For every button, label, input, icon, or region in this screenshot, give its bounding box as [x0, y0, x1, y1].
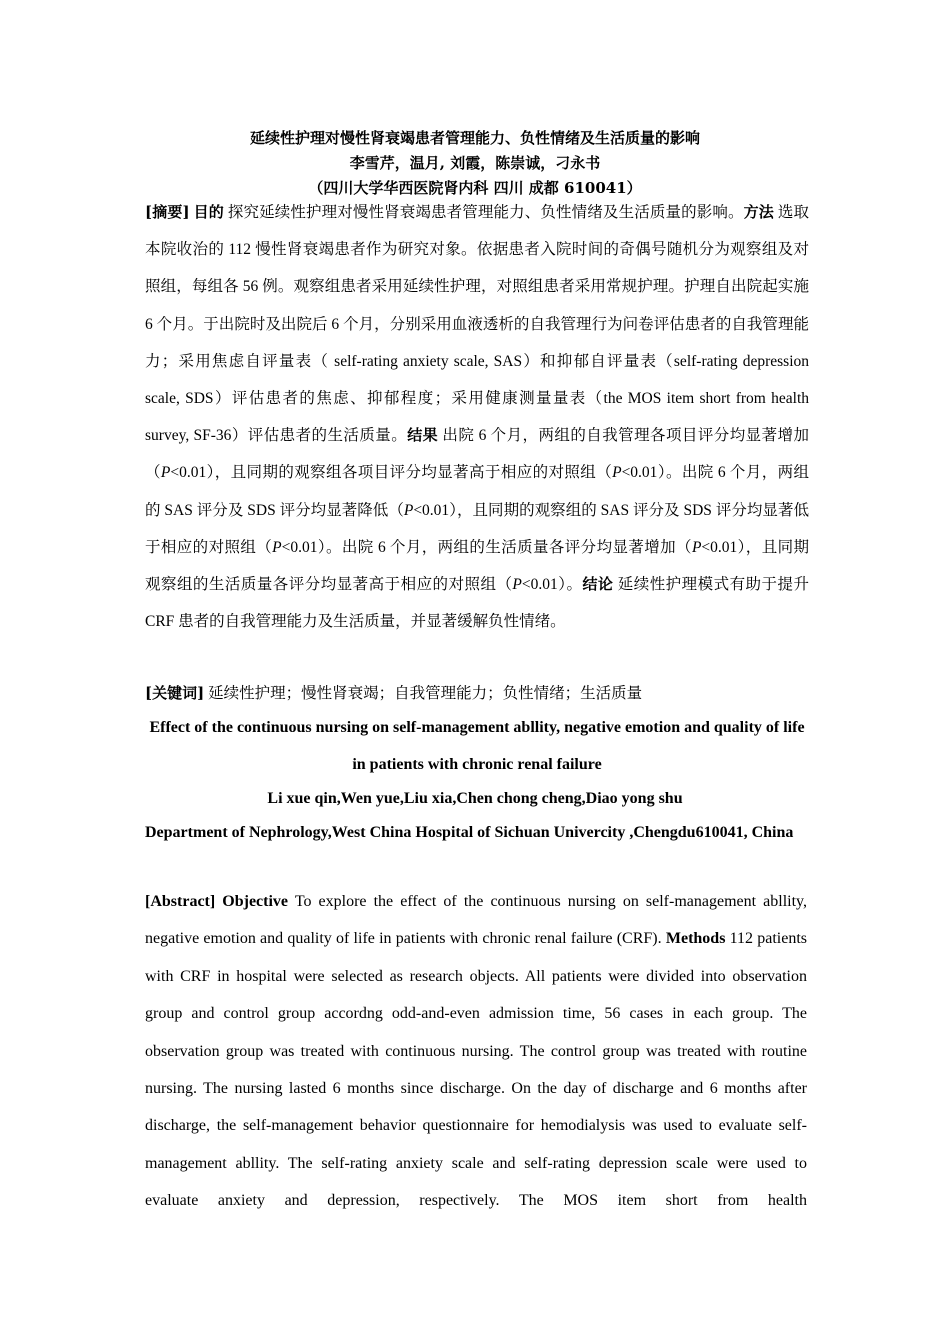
p-symbol: P — [612, 464, 622, 482]
p-symbol: P — [691, 538, 702, 556]
en-title: Effect of the continuous nursing on self-management abllity, negative emotion and quality of life in patients with chronic renal failure — [149, 719, 805, 773]
en-methods-label: Methods — [665, 930, 726, 948]
cn-authors: 李雪芹，温月, 刘霞，陈崇诚，刁永书 — [349, 154, 601, 172]
cn-results-2: <0.01），且同期的观察组各项目评分均显著高于相应的对照组（ — [170, 464, 613, 482]
cn-abstract-label: [摘要] — [145, 203, 190, 221]
p-symbol: P — [512, 576, 522, 594]
cn-objective: 探究延续性护理对慢性肾衰竭患者管理能力、负性情绪及生活质量的影响。 — [227, 204, 744, 221]
cn-conclusion-label: 结论 — [582, 575, 614, 594]
cn-results-label: 结果 — [407, 426, 439, 445]
p-symbol: P — [272, 538, 282, 556]
cn-results-3: <0.01）。出院 6 个月，两组的 SAS 评分及 SDS 评分均显著降低（ — [145, 464, 809, 519]
cn-objective-label: 目的 — [193, 203, 224, 221]
cn-keywords — [145, 681, 642, 706]
en-methods: 112 patients with CRF in hospital were selected as research objects. All patients were divided into observation group and control group accordng odd-and-even admission time, 56 cases in each group. The observation group was treated with continuous nursing. The control group was treated with routine nursing. The nursing lasted 6 months since discharge. On the day of discharge and 6 months after discharge, the self-management behavior questionnaire for hemodialysis was used to evaluate self-management abllity. The self-rating anxiety scale and self-rating depression scale were used to evaluate anxiety and depression, respectively. The MOS item short from health — [145, 930, 808, 1210]
cn-methods: 选取本院收治的 112 慢性肾衰竭患者作为研究对象。依据患者入院时间的奇偶号随机分为观察组及对照组，每组各 56 例。观察组患者采用延续性护理，对照组患者采用常规护理。护理自出院起实施 6 个月。于出院时及出院后 6 个月，分别采用血液透析的自我管理行为问卷评估患者的自我管理能力；采用焦虑自评量表（ self-rating anxiety scale, SAS）和抑郁自评量表（self-rating depression scale, SDS）评估患者的焦虑、抑郁程度；采用健康测量量表（the MOS item short from health survey, SF-36）评估患者的生活质量。 — [145, 204, 810, 445]
cn-conclusion: 延续性护理模式有助于提升 CRF 患者的自我管理能力及生活质量，并显著缓解负性情绪。 — [145, 576, 809, 631]
cn-keywords-label: [关键词] — [145, 684, 205, 702]
p-symbol: P — [160, 464, 171, 482]
cn-results-1: 出院 6 个月，两组的自我管理各项目评分均显著增加（ — [145, 427, 809, 482]
cn-keywords-text: 延续性护理；慢性肾衰竭；自我管理能力；负性情绪；生活质量 — [208, 685, 643, 702]
en-abstract — [145, 883, 807, 1220]
cn-results-6: <0.01），且同期观察组的生活质量各评分均显著高于相应的对照组（ — [145, 538, 809, 594]
p-symbol: P — [403, 501, 414, 519]
cn-results-4: <0.01），且同期的观察组的 SAS 评分及 SDS 评分均显著低于相应的对照组（ — [145, 501, 809, 556]
en-authors: Li xue qin,Wen yue,Liu xia,Chen chong cheng,Diao yong shu — [267, 790, 683, 807]
cn-title: 延续性护理对慢性肾衰竭患者管理能力、负性情绪及生活质量的影响 — [249, 129, 700, 147]
cn-abstract — [145, 194, 809, 640]
cn-results-7: <0.01）。 — [521, 576, 583, 594]
cn-affiliation: （四川大学华西医院肾内科 四川 成都 610041） — [308, 179, 642, 197]
en-affiliation: Department of Nephrology,West China Hospital of Sichuan Univercity ,Chengdu610041, China — [145, 824, 794, 841]
cn-methods-label: 方法 — [743, 203, 774, 221]
en-abstract-label: [Abstract] Objective — [145, 893, 289, 910]
cn-results-5: <0.01）。出院 6 个月，两组的生活质量各评分均显著增加（ — [281, 538, 692, 556]
en-objective: To explore the effect of the continuous nursing on self-management abllity, negative emotion and quality of life in patients with chronic renal failure (CRF). — [145, 893, 808, 948]
